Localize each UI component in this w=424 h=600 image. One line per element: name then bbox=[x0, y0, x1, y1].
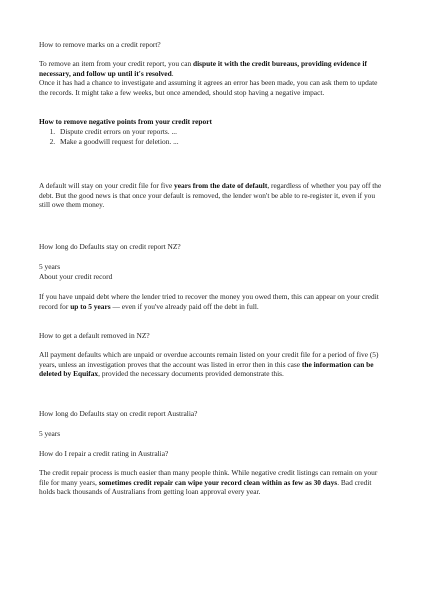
subheading-credit-record: About your credit record bbox=[39, 272, 113, 281]
question-defaults-australia: How long do Defaults stay on credit report Australia? bbox=[39, 409, 198, 418]
bold-span: up to 5 years bbox=[70, 301, 111, 311]
text-span: . bbox=[171, 68, 174, 78]
question-defaults-nz: How long do Defaults stay on credit report NZ? bbox=[39, 242, 181, 251]
question-repair-credit: How do I repair a credit rating in Australia? bbox=[39, 449, 169, 458]
question-remove-marks: How to remove marks on a credit report? bbox=[39, 40, 161, 49]
paragraph-unpaid-debt bbox=[39, 292, 387, 311]
list-item: 2. Make a goodwill request for deletion. ... bbox=[57, 137, 405, 147]
bold-span: years from the date of default bbox=[174, 181, 268, 190]
text-span: To remove an item from your credit report, you can bbox=[39, 59, 194, 68]
text-span: A default will stay on your credit file for five bbox=[39, 181, 175, 190]
text-span: . Bad credit holds back thousands of Australians from getting loan approval every year. bbox=[39, 477, 372, 497]
text-span: All payment defaults which are unpaid or overdue accounts remain listed on your credit file for a period of five (5) years, unless an investigation proves that the account was listed in error then in this case bbox=[39, 350, 379, 369]
steps-list bbox=[39, 127, 405, 146]
text-span: If you have unpaid debt where the lender tried to recover the money you owed them, this can appear on your credit record for bbox=[39, 292, 379, 311]
answer-5-years-australia: 5 years bbox=[39, 429, 61, 438]
paragraph-default-stay bbox=[39, 181, 387, 210]
text-span: , regardless of whether you pay off the debt. But the good news is that once your default is removed, the lender won't be able to re-register it, even if you still owe them money. bbox=[39, 181, 382, 210]
answer-5-years: 5 years bbox=[39, 262, 61, 271]
paragraph-remove-item bbox=[39, 59, 387, 78]
text-span: The credit repair process is much easier than many people think. While negative credit listings can remain on your file for many years, bbox=[39, 468, 378, 487]
text-span: , provided the necessary documents provided demonstrate this. bbox=[98, 369, 284, 379]
question-default-removed-nz: How to get a default removed in NZ? bbox=[39, 331, 150, 340]
bold-span: sometimes credit repair can wipe your record clean within as few as 30 days bbox=[98, 477, 338, 487]
list-item: 1. Dispute credit errors on your reports. ... bbox=[57, 127, 405, 137]
bold-span: dispute it with the credit bureaus, providing evidence if necessary, and follow up until it's resolved bbox=[39, 59, 367, 78]
paragraph-payment-defaults bbox=[39, 350, 387, 379]
paragraph-investigate: Once it has had a chance to investigate and assuming it agrees an error has been made, you can ask them to update the records. It might take a few weeks, but once amended, should stop having a negative impact. bbox=[39, 78, 378, 97]
bold-span: the information can be deleted by Equifax bbox=[39, 359, 374, 379]
text-span: — even if you've already paid off the debt in full. bbox=[110, 301, 259, 311]
paragraph-credit-repair bbox=[39, 468, 387, 497]
heading-negative-points: How to remove negative points from your credit report bbox=[39, 117, 212, 126]
